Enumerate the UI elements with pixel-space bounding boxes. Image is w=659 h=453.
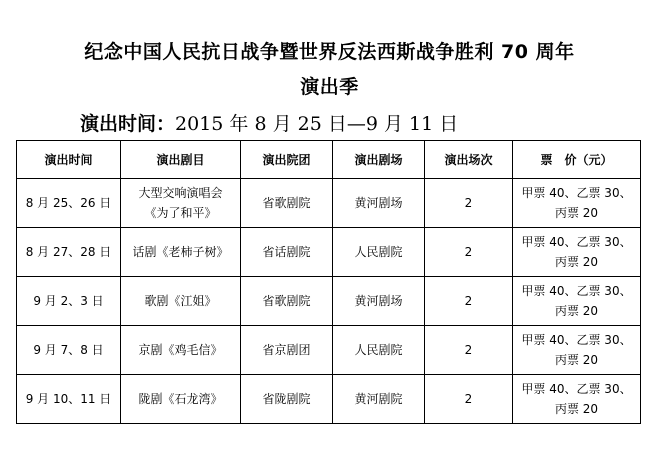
- cell-date: [17, 326, 121, 375]
- price-text: 甲票 40、乙票 30、: [521, 382, 632, 396]
- header-date: 演出时间: [17, 141, 121, 179]
- cell-theater: [333, 179, 425, 228]
- header-program: 演出剧目: [121, 141, 241, 179]
- troupe-text: 省话剧院: [262, 245, 311, 259]
- cell-theater: [333, 277, 425, 326]
- cell-date: [17, 179, 121, 228]
- table-header-row: [17, 141, 641, 179]
- theater-text: 黄河剧场: [354, 196, 403, 210]
- troupe-text: 省歌剧院: [262, 196, 311, 210]
- theater-text: 人民剧院: [354, 343, 403, 357]
- header-troupe: 演出院团: [241, 141, 333, 179]
- shows-text: 2: [464, 294, 473, 308]
- date-text: 8 月 27、28 日: [25, 245, 112, 259]
- cell-program: [121, 277, 241, 326]
- cell-theater: [333, 375, 425, 424]
- price-text: 甲票 40、乙票 30、: [521, 186, 632, 200]
- performance-period: [80, 112, 458, 136]
- performance-period-label: 演出时间：: [80, 113, 176, 135]
- cell-program: [121, 375, 241, 424]
- cell-theater: [333, 228, 425, 277]
- cell-price: [513, 375, 641, 424]
- price-text-line2: 丙票 20: [554, 353, 599, 367]
- date-text: 9 月 2、3 日: [33, 294, 104, 308]
- document-title: 纪念中国人民抗日战争暨世界反法西斯战争胜利 70 周年: [84, 41, 575, 63]
- shows-text: 2: [464, 343, 473, 357]
- cell-program: [121, 326, 241, 375]
- table-row: [17, 326, 641, 375]
- price-text: 甲票 40、乙票 30、: [521, 235, 632, 249]
- price-text-line2: 丙票 20: [554, 255, 599, 269]
- performance-schedule-table: [16, 140, 641, 424]
- program-text: 话剧《老柿子树》: [132, 245, 229, 259]
- cell-shows: [425, 277, 513, 326]
- header-theater: 演出剧场: [333, 141, 425, 179]
- cell-theater: [333, 326, 425, 375]
- price-text-line2: 丙票 20: [554, 304, 599, 318]
- date-text: 8 月 25、26 日: [25, 196, 112, 210]
- cell-shows: [425, 179, 513, 228]
- program-text: 歌剧《江姐》: [144, 294, 217, 308]
- program-text-line2: 《为了和平》: [144, 206, 217, 220]
- date-text: 9 月 10、11 日: [25, 392, 112, 406]
- table-row: [17, 179, 641, 228]
- troupe-text: 省京剧团: [262, 343, 311, 357]
- table-row: [17, 375, 641, 424]
- theater-text: 黄河剧院: [354, 392, 403, 406]
- price-text-line2: 丙票 20: [554, 402, 599, 416]
- cell-troupe: [241, 179, 333, 228]
- cell-shows: [425, 326, 513, 375]
- theater-text: 黄河剧场: [354, 294, 403, 308]
- cell-troupe: [241, 375, 333, 424]
- header-shows: 演出场次: [425, 141, 513, 179]
- cell-troupe: [241, 277, 333, 326]
- table-row: [17, 228, 641, 277]
- header-price: 票 价（元）: [513, 141, 641, 179]
- troupe-text: 省歌剧院: [262, 294, 311, 308]
- cell-program: [121, 179, 241, 228]
- program-text: 陇剧《石龙湾》: [138, 392, 223, 406]
- table-row: [17, 277, 641, 326]
- shows-text: 2: [464, 196, 473, 210]
- troupe-text: 省陇剧院: [262, 392, 311, 406]
- cell-price: [513, 326, 641, 375]
- program-text: 京剧《鸡毛信》: [138, 343, 223, 357]
- document-subtitle: 演出季: [300, 76, 359, 98]
- shows-text: 2: [464, 245, 473, 259]
- cell-troupe: [241, 326, 333, 375]
- price-text-line2: 丙票 20: [554, 206, 599, 220]
- cell-shows: [425, 228, 513, 277]
- program-text: 大型交响演唱会: [138, 186, 223, 200]
- cell-price: [513, 179, 641, 228]
- price-text: 甲票 40、乙票 30、: [521, 333, 632, 347]
- cell-date: [17, 277, 121, 326]
- shows-text: 2: [464, 392, 473, 406]
- performance-period-value: 2015 年 8 月 25 日—9 月 11 日: [175, 113, 459, 135]
- cell-troupe: [241, 228, 333, 277]
- cell-date: [17, 228, 121, 277]
- price-text: 甲票 40、乙票 30、: [521, 284, 632, 298]
- cell-price: [513, 277, 641, 326]
- cell-shows: [425, 375, 513, 424]
- cell-price: [513, 228, 641, 277]
- cell-program: [121, 228, 241, 277]
- theater-text: 人民剧院: [354, 245, 403, 259]
- date-text: 9 月 7、8 日: [33, 343, 104, 357]
- cell-date: [17, 375, 121, 424]
